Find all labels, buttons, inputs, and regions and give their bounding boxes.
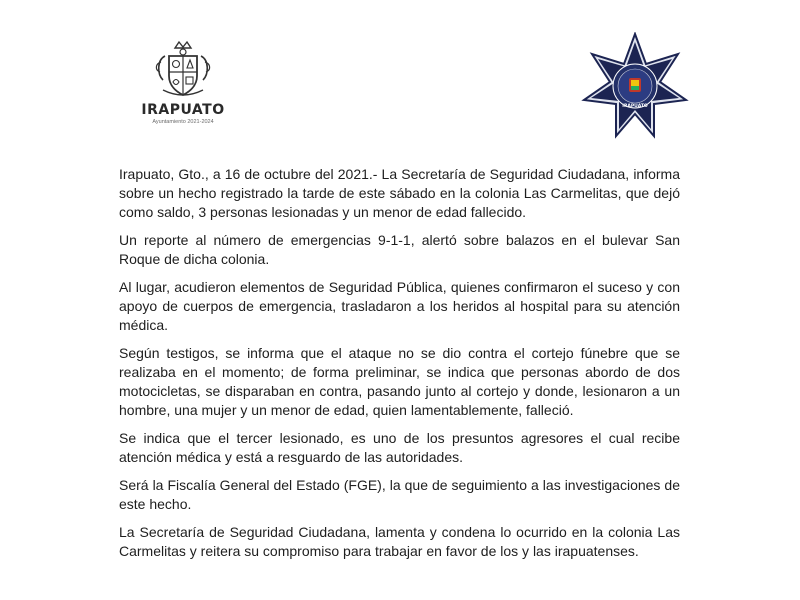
paragraph-1: Irapuato, Gto., a 16 de octubre del 2021.- La Secretaría de Seguridad Ciudadana, informa sobre un hecho registrado la tarde de este sábado en la colonia Las Carmelitas, que dejó como saldo, 3 personas lesionadas y un menor de edad fallecido. [119, 166, 680, 220]
paragraph-3: Al lugar, acudieron elementos de Seguridad Pública, quienes confirmaron el suceso y con apoyo de cuerpos de emergencia, trasladaron a los heridos al hospital para su atención médica. [119, 279, 680, 333]
municipal-coat-of-arms-icon [151, 40, 215, 100]
paragraph-4: Según testigos, se informa que el ataque no se dio contra el cortejo fúnebre que se realizaba en el momento; de forma preliminar, se indica que personas abordo de dos motocicletas, se disparaban en contra, pasando junto al cortejo y donde, lesionaron a un hombre, una mujer y un menor de edad, quien lamentablemente, falleció. [119, 345, 680, 418]
paragraph-7: La Secretaría de Seguridad Ciudadana, lamenta y condena lo ocurrido en la colonia Las Carmelitas y reitera su compromiso para trabajar en favor de los y las irapuatenses. [119, 524, 680, 559]
paragraph-5: Se indica que el tercer lesionado, es uno de los presuntos agresores el cual recibe atención médica y está a resguardo de las autoridades. [119, 430, 680, 465]
irapuato-brand-text: IRAPUATO [141, 102, 225, 118]
paragraph-6: Será la Fiscalía General del Estado (FGE), la que de seguimiento a las investigaciones de este hecho. [119, 477, 680, 512]
ayuntamiento-subtitle: Ayuntamiento 2021-2024 [152, 119, 214, 125]
irapuato-municipal-logo [128, 40, 238, 140]
badge-bottom-text: IRAPUATO [622, 104, 648, 109]
police-star-badge-icon [580, 32, 690, 142]
paragraph-2: Un reporte al número de emergencias 9-1-1, alertó sobre balazos en el bulevar San Roque de dicha colonia. [119, 232, 680, 267]
press-release-body [119, 165, 680, 570]
police-star-logo [580, 32, 690, 142]
